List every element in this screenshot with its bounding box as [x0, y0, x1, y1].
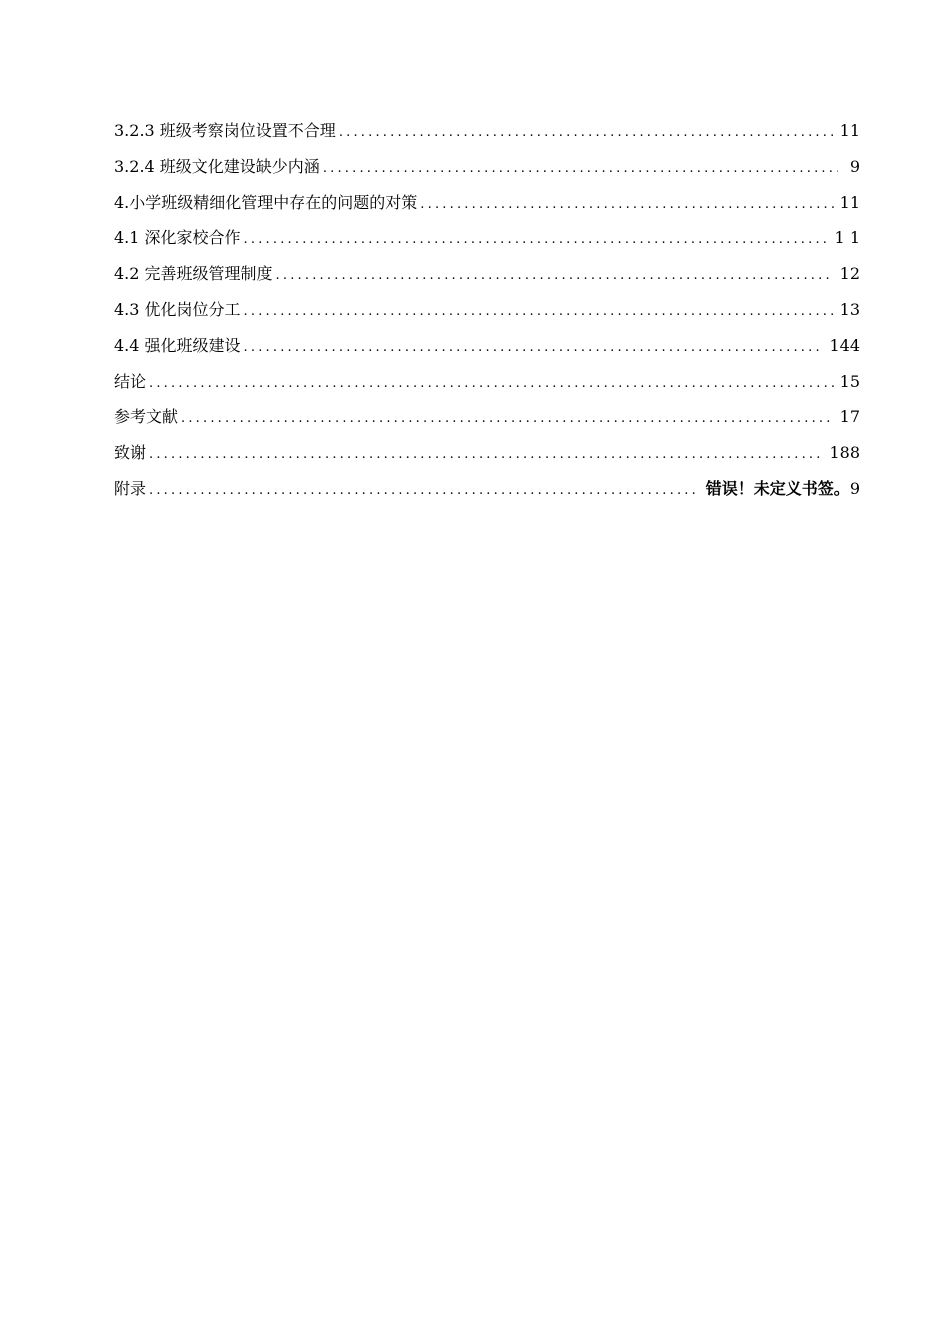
- toc-entry-page: 1 1: [834, 228, 860, 248]
- toc-dot-leader: [149, 447, 823, 462]
- toc-entry-page: 188: [829, 443, 860, 463]
- toc-entry-page-number: 9: [849, 478, 860, 498]
- toc-entry-4-1[interactable]: [114, 225, 860, 261]
- toc-entry-title: 4.2 完善班级管理制度: [114, 264, 273, 284]
- toc-entry-page: 15: [839, 371, 860, 391]
- toc-entry-appendix[interactable]: [114, 476, 860, 512]
- toc-entry-page: 11: [839, 192, 860, 212]
- toc-dot-leader: [149, 376, 834, 391]
- toc-entry-title: 4.3 优化岗位分工: [114, 299, 241, 319]
- toc-dot-leader: [244, 232, 829, 247]
- toc-entry-page: 12: [839, 264, 860, 284]
- toc-entry-title: 3.2.4 班级文化建设缺少内涵: [114, 156, 320, 176]
- toc-entry-title: 致谢: [114, 443, 147, 463]
- toc-entry-references[interactable]: [114, 404, 860, 440]
- toc-entry-page: [706, 476, 860, 499]
- toc-entry-page: 144: [829, 335, 860, 355]
- toc-dot-leader: [181, 411, 834, 426]
- toc-entry-title: 附录: [114, 478, 147, 498]
- toc-dot-leader: [420, 197, 833, 212]
- toc-dot-leader: [323, 161, 838, 176]
- toc-entry-4-3[interactable]: [114, 297, 860, 333]
- toc-entry-3-2-4[interactable]: [114, 154, 860, 190]
- toc-entry-3-2-3[interactable]: [114, 118, 860, 154]
- bookmark-error-text: 错误！未定义书签。: [705, 478, 850, 498]
- toc-dot-leader: [244, 304, 834, 319]
- toc-entry-title: 结论: [114, 371, 147, 391]
- toc-entry-title: 参考文献: [114, 407, 179, 427]
- toc-entry-page: 13: [839, 299, 860, 319]
- toc-entry-title: 4.4 强化班级建设: [114, 335, 241, 355]
- table-of-contents: [114, 118, 860, 512]
- toc-entry-title: 4.小学班级精细化管理中存在的问题的对策: [114, 192, 418, 212]
- toc-dot-leader: [244, 340, 824, 355]
- toc-entry-acknowledgements[interactable]: [114, 440, 860, 476]
- toc-dot-leader: [339, 125, 834, 140]
- toc-dot-leader: [149, 483, 700, 498]
- toc-entry-4-2[interactable]: [114, 261, 860, 297]
- toc-entry-page: 17: [839, 407, 860, 427]
- toc-entry-page: 11: [839, 121, 860, 140]
- toc-entry-conclusion[interactable]: [114, 369, 860, 405]
- toc-entry-page: 9: [849, 156, 860, 176]
- toc-entry-title: 3.2.3 班级考察岗位设置不合理: [114, 121, 336, 140]
- toc-entry-title: 4.1 深化家校合作: [114, 228, 241, 248]
- toc-entry-4-4[interactable]: [114, 333, 860, 369]
- toc-entry-4[interactable]: [114, 190, 860, 226]
- toc-dot-leader: [276, 268, 834, 283]
